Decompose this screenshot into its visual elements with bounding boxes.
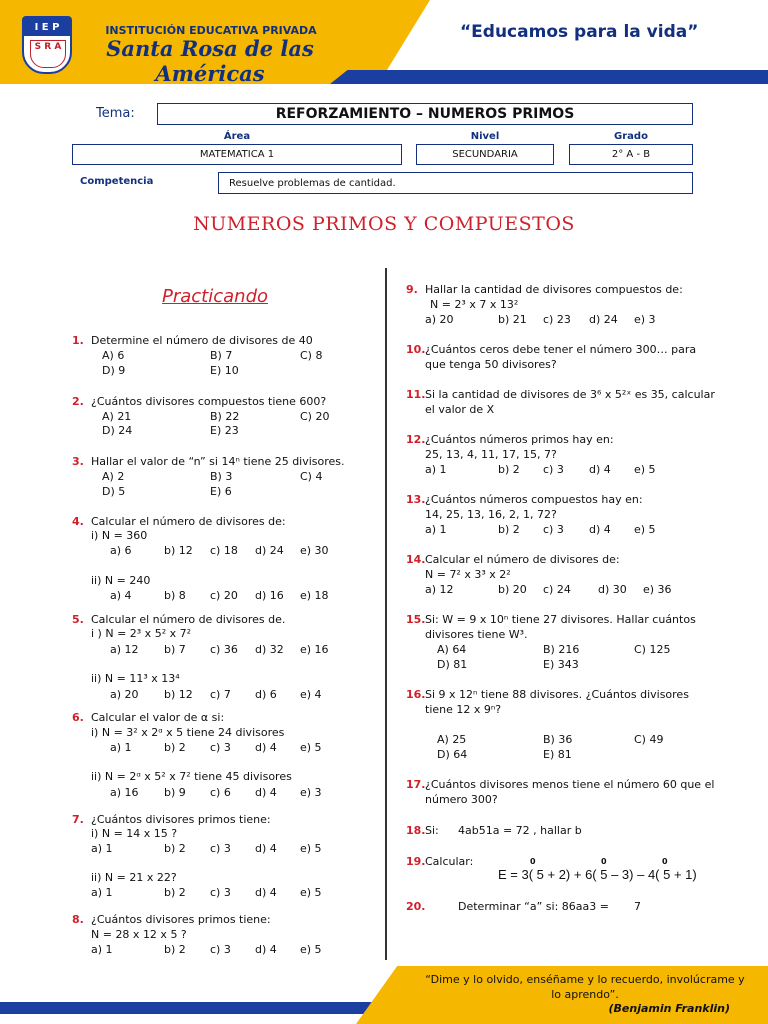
question-text: ¿Cuántos divisores compuestos tiene 600? [91, 395, 327, 408]
option: e) 5 [300, 886, 322, 899]
option: B) 216 [543, 643, 580, 656]
option: B) 3 [210, 470, 233, 483]
option: b) 9 [164, 786, 186, 799]
option: A) 64 [437, 643, 467, 656]
option: d) 4 [255, 943, 277, 956]
question-text: Determine el número de divisores de 40 [91, 334, 313, 347]
option: c) 3 [210, 886, 231, 899]
option: b) 2 [164, 842, 186, 855]
logo-initials: S R A [30, 40, 66, 68]
question-number: 7. [72, 813, 84, 826]
tema-label: Tema: [96, 106, 135, 121]
option: B) 7 [210, 349, 233, 362]
question-text: ¿Cuántos divisores menos tiene el número 60 que el [425, 778, 715, 791]
option: a) 1 [91, 943, 113, 956]
option: a) 4 [110, 589, 132, 602]
column-divider [385, 268, 387, 960]
sub-item: N = 2³ x 7 x 13² [430, 298, 519, 311]
option: e) 18 [300, 589, 329, 602]
question-text-cont: que tenga 50 divisores? [425, 358, 557, 371]
option: d) 4 [589, 523, 611, 536]
option: A) 2 [102, 470, 125, 483]
option: e) 36 [643, 583, 672, 596]
question-text-cont: divisores tiene W³. [425, 628, 528, 641]
zero-mark: 0 [601, 857, 607, 866]
competencia-value: Resuelve problemas de cantidad. [218, 172, 693, 194]
question-number: 12. [406, 433, 426, 446]
option: e) 3 [300, 786, 322, 799]
question-number: 13. [406, 493, 426, 506]
option: d) 6 [255, 688, 277, 701]
option: b) 2 [164, 741, 186, 754]
option: D) 64 [437, 748, 468, 761]
question-number: 1. [72, 334, 84, 347]
option: a) 16 [110, 786, 139, 799]
option: E) 23 [210, 424, 239, 437]
question-text-cont: tiene 12 x 9ⁿ? [425, 703, 502, 716]
sub-item: ii) N = 11³ x 13⁴ [91, 672, 180, 685]
section-title: Practicando [162, 286, 269, 307]
option: a) 20 [425, 313, 454, 326]
option: c) 3 [543, 523, 564, 536]
option: e) 5 [300, 943, 322, 956]
question-number: 2. [72, 395, 84, 408]
question-number: 5. [72, 613, 84, 626]
footer-quote: “Dime y lo olvido, enséñame y lo recuerdo, involúcrame y lo aprendo”. [425, 973, 745, 1001]
option: e) 5 [300, 842, 322, 855]
option: b) 21 [498, 313, 527, 326]
option: c) 36 [210, 643, 238, 656]
option: c) 3 [210, 842, 231, 855]
option: c) 3 [210, 943, 231, 956]
question-text-cont: número 300? [425, 793, 498, 806]
option: e) 5 [634, 523, 656, 536]
option: C) 20 [300, 410, 330, 423]
question-text: ¿Cuántos divisores primos tiene: [91, 813, 271, 826]
option: E) 343 [543, 658, 579, 671]
question-number: 15. [406, 613, 426, 626]
question-text: Determinar “a” si: 86aa3 = [458, 900, 609, 913]
zero-mark: 0 [662, 857, 668, 866]
option: e) 5 [300, 741, 322, 754]
option: a) 1 [425, 463, 447, 476]
option: E) 6 [210, 485, 232, 498]
sub-item: N = 7² x 3³ x 2² [425, 568, 511, 581]
option: D) 24 [102, 424, 133, 437]
option: c) 23 [543, 313, 571, 326]
question-text: ¿Cuántos ceros debe tener el número 300… para [425, 343, 697, 356]
sub-item: N = 28 x 12 x 5 ? [91, 928, 187, 941]
school-logo [22, 16, 72, 74]
competencia-label: Competencia [80, 176, 154, 187]
question-number: 11. [406, 388, 426, 401]
sub-item: 14, 25, 13, 16, 2, 1, 72? [425, 508, 557, 521]
sub-item: i ) N = 2³ x 5² x 7² [91, 627, 192, 640]
question-number: 20. [406, 900, 426, 913]
option: e) 16 [300, 643, 329, 656]
sub-item: 25, 13, 4, 11, 17, 15, 7? [425, 448, 557, 461]
option: b) 8 [164, 589, 186, 602]
school-name: Santa Rosa de las Américas [106, 36, 314, 86]
option: c) 24 [543, 583, 571, 596]
option: b) 12 [164, 544, 193, 557]
option: E) 81 [543, 748, 572, 761]
option: d) 24 [255, 544, 284, 557]
tema-value: REFORZAMIENTO – NUMEROS PRIMOS [157, 103, 693, 125]
option: d) 24 [589, 313, 618, 326]
option: d) 32 [255, 643, 284, 656]
option: e) 5 [634, 463, 656, 476]
option: A) 21 [102, 410, 132, 423]
page-title: NUMEROS PRIMOS Y COMPUESTOS [193, 213, 575, 235]
option: a) 12 [110, 643, 139, 656]
question-number: 6. [72, 711, 84, 724]
option: D) 5 [102, 485, 126, 498]
nivel-value: SECUNDARIA [416, 144, 554, 165]
question-text: Calcular el valor de α si: [91, 711, 225, 724]
question-number: 4. [72, 515, 84, 528]
sub-item: ii) N = 21 x 22? [91, 871, 177, 884]
question-number: 3. [72, 455, 84, 468]
question-number: 19. [406, 855, 426, 868]
sub-item: ii) N = 240 [91, 574, 151, 587]
option: a) 12 [425, 583, 454, 596]
school-motto: “Educamos para la vida” [460, 22, 699, 42]
question-text: ¿Cuántos números compuestos hay en: [425, 493, 643, 506]
question-text: 4ab51a = 72 , hallar b [458, 824, 582, 837]
option: c) 7 [210, 688, 231, 701]
question-text: Si 9 x 12ⁿ tiene 88 divisores. ¿Cuántos divisores [425, 688, 689, 701]
quote-author: (Benjamin Franklin) [608, 1002, 730, 1015]
option: A) 6 [102, 349, 125, 362]
question-text: Si la cantidad de divisores de 3⁶ x 5²ˣ es 35, calcular [425, 388, 715, 401]
option: d) 4 [255, 741, 277, 754]
question-text: ¿Cuántos números primos hay en: [425, 433, 614, 446]
option: B) 36 [543, 733, 573, 746]
question-number: 8. [72, 913, 84, 926]
zero-mark: 0 [530, 857, 536, 866]
question-text: Calcular el número de divisores de: [425, 553, 620, 566]
question-number: 14. [406, 553, 426, 566]
option: b) 12 [164, 688, 193, 701]
option: b) 7 [164, 643, 186, 656]
option: b) 2 [164, 886, 186, 899]
school-type: INSTITUCIÓN EDUCATIVA PRIVADA [105, 24, 317, 37]
option: c) 3 [210, 741, 231, 754]
option: a) 1 [425, 523, 447, 536]
option: a) 20 [110, 688, 139, 701]
option: C) 125 [634, 643, 671, 656]
option: C) 49 [634, 733, 664, 746]
option: b) 20 [498, 583, 527, 596]
footer-blue-band [0, 1002, 400, 1014]
option: E) 10 [210, 364, 239, 377]
option: b) 2 [498, 523, 520, 536]
option: c) 18 [210, 544, 238, 557]
option: d) 16 [255, 589, 284, 602]
option: a) 6 [110, 544, 132, 557]
sub-item: i) N = 3² x 2ᵅ x 5 tiene 24 divisores [91, 726, 285, 739]
option: d) 4 [589, 463, 611, 476]
answer-value: 7 [634, 900, 641, 913]
question-text-cont: el valor de X [425, 403, 495, 416]
grado-value: 2° A - B [569, 144, 693, 165]
option: e) 4 [300, 688, 322, 701]
question-text: Hallar la cantidad de divisores compuestos de: [425, 283, 683, 296]
option: a) 1 [91, 842, 113, 855]
question-label: Si: [425, 824, 439, 837]
expression: E = 3( 5 + 2) + 6( 5 – 3) – 4( 5 + 1) [498, 867, 697, 882]
question-text: Si: W = 9 x 10ⁿ tiene 27 divisores. Hallar cuántos [425, 613, 696, 626]
option: c) 6 [210, 786, 231, 799]
sub-item: ii) N = 2ᵅ x 5² x 7² tiene 45 divisores [91, 770, 292, 783]
question-label: Calcular: [425, 855, 474, 868]
option: b) 2 [164, 943, 186, 956]
option: D) 81 [437, 658, 468, 671]
area-value: MATEMATICA 1 [72, 144, 402, 165]
question-text: Calcular el número de divisores de. [91, 613, 286, 626]
question-text: Calcular el número de divisores de: [91, 515, 286, 528]
option: d) 4 [255, 842, 277, 855]
sub-item: i) N = 14 x 15 ? [91, 827, 178, 840]
question-number: 18. [406, 824, 426, 837]
area-header: Área [223, 131, 251, 142]
option: c) 20 [210, 589, 238, 602]
option: e) 30 [300, 544, 329, 557]
question-text: Hallar el valor de “n” si 14ⁿ tiene 25 divisores. [91, 455, 345, 468]
option: C) 4 [300, 470, 323, 483]
logo-banner: I E P [24, 18, 70, 36]
question-number: 9. [406, 283, 418, 296]
option: a) 1 [91, 886, 113, 899]
option: D) 9 [102, 364, 126, 377]
option: d) 4 [255, 886, 277, 899]
option: e) 3 [634, 313, 656, 326]
nivel-header: Nivel [470, 131, 500, 142]
option: a) 1 [110, 741, 132, 754]
option: b) 2 [498, 463, 520, 476]
option: c) 3 [543, 463, 564, 476]
option: d) 4 [255, 786, 277, 799]
question-number: 10. [406, 343, 426, 356]
question-text: ¿Cuántos divisores primos tiene: [91, 913, 271, 926]
header-blue-strip [330, 70, 768, 84]
question-number: 16. [406, 688, 426, 701]
option: C) 8 [300, 349, 323, 362]
option: d) 30 [598, 583, 627, 596]
option: A) 25 [437, 733, 467, 746]
option: B) 22 [210, 410, 240, 423]
grado-header: Grado [614, 131, 648, 142]
sub-item: i) N = 360 [91, 529, 148, 542]
question-number: 17. [406, 778, 426, 791]
